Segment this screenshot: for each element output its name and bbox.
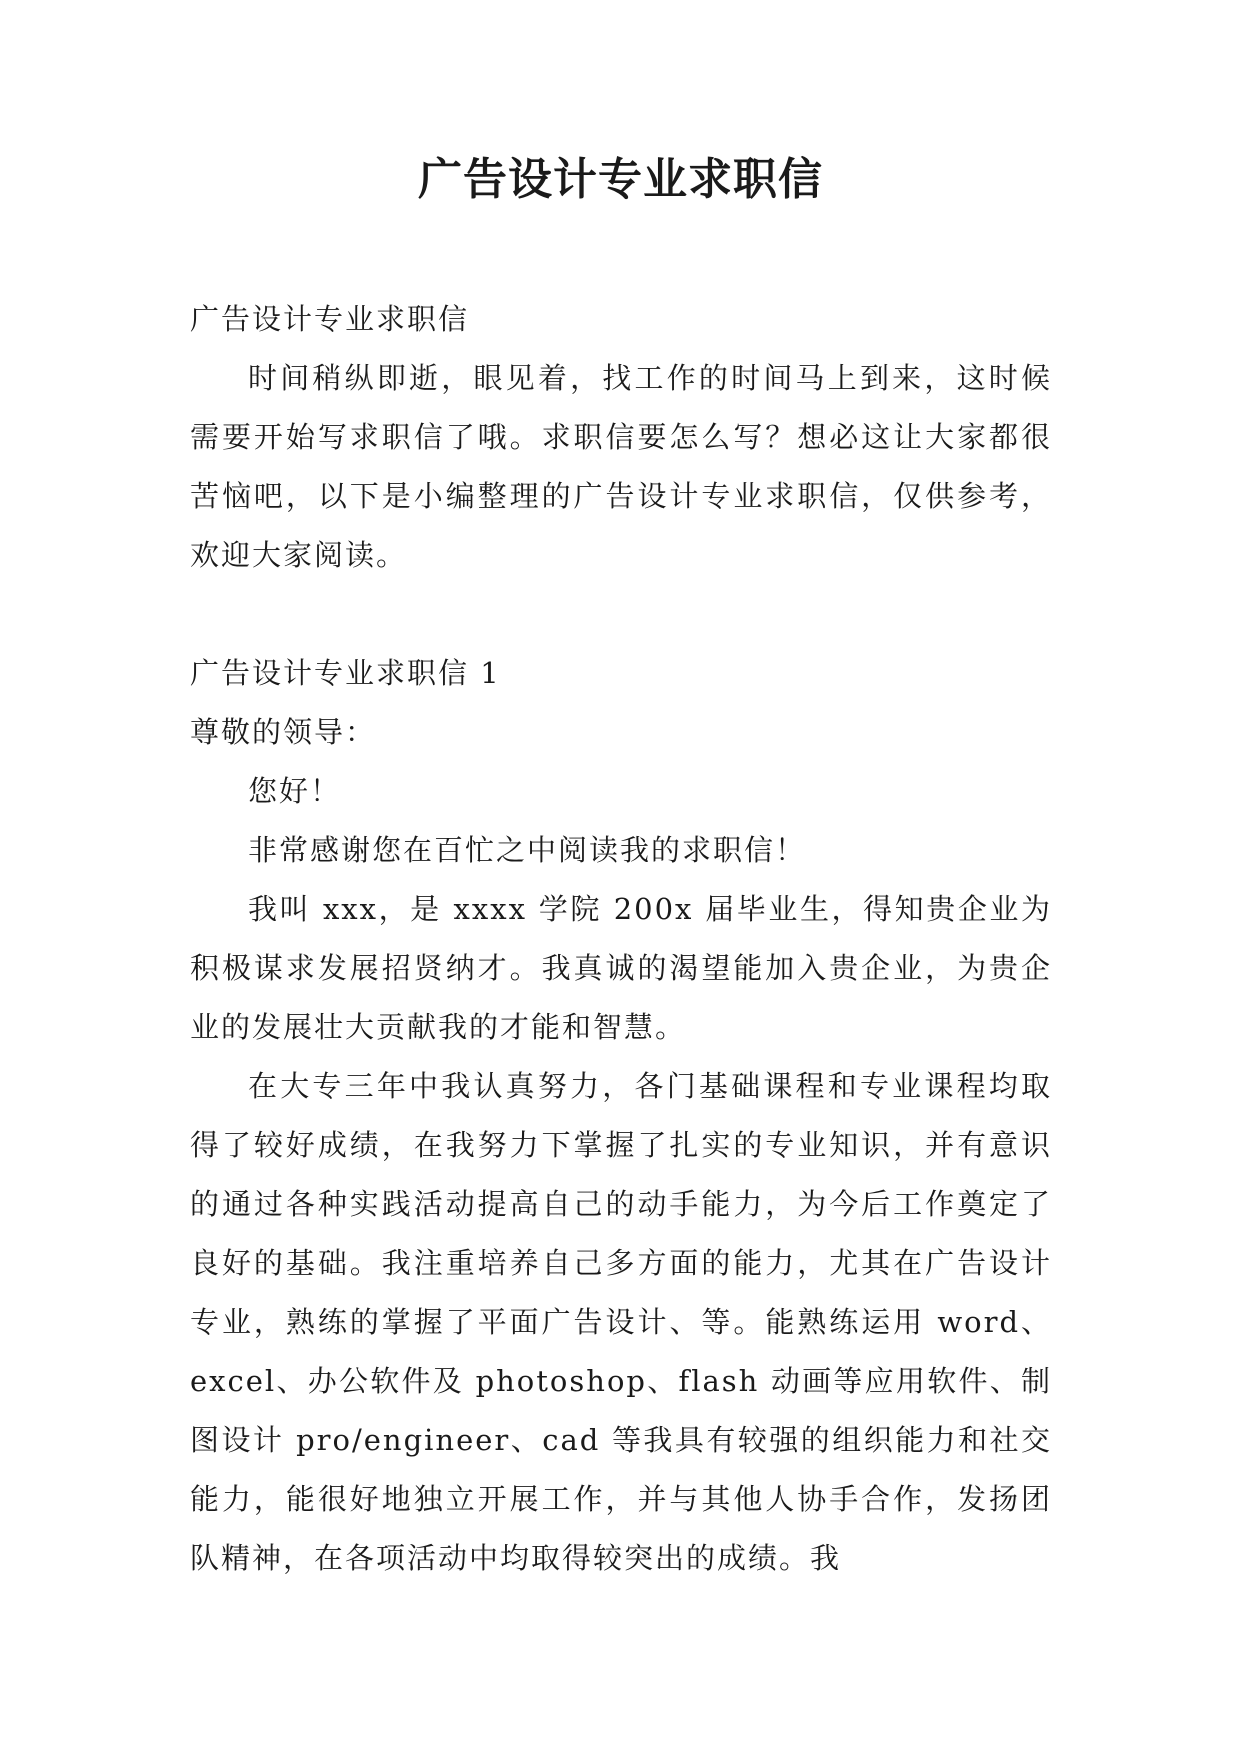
document-title: 广告设计专业求职信 (418, 154, 823, 205)
intro-paragraph: 时间稍纵即逝，眼见着，找工作的时间马上到来，这时候需要开始写求职信了哦。求职信要怎么写？想必这让大家都很苦恼吧，以下是小编整理的广告设计专业求职信，仅供参考，欢迎大家阅读。 (190, 361, 1052, 572)
letter-greeting: 您好！ (248, 774, 342, 808)
letter-salutation: 尊敬的领导： (190, 715, 377, 749)
letter-heading: 广告设计专业求职信 1 (190, 656, 501, 690)
document-body (190, 290, 1052, 1588)
letter-paragraph-2: 我叫 xxx，是 xxxx 学院 200x 届毕业生，得知贵企业为积极谋求发展招贤纳才。我真诚的渴望能加入贵企业，为贵企业的发展壮大贡献我的才能和智慧。 (190, 892, 1052, 1044)
letter-paragraph-3: 在大专三年中我认真努力，各门基础课程和专业课程均取得了较好成绩，在我努力下掌握了扎实的专业知识，并有意识的通过各种实践活动提高自己的动手能力，为今后工作奠定了良好的基础。我注重培养自己多方面的能力，尤其在广告设计专业，熟练的掌握了平面广告设计、等。能熟练运用 word、excel、办公软件及 photoshop、flash 动画等应用软件、制图设计 pro/engineer、cad 等我具有较强的组织能力和社交能力，能很好地独立开展工作，并与其他人协手合作，发扬团队精神，在各项活动中均取得较突出的成绩。我 (190, 1069, 1052, 1575)
section-subtitle: 广告设计专业求职信 (190, 302, 470, 336)
letter-paragraph-1: 非常感谢您在百忙之中阅读我的求职信！ (248, 833, 807, 867)
